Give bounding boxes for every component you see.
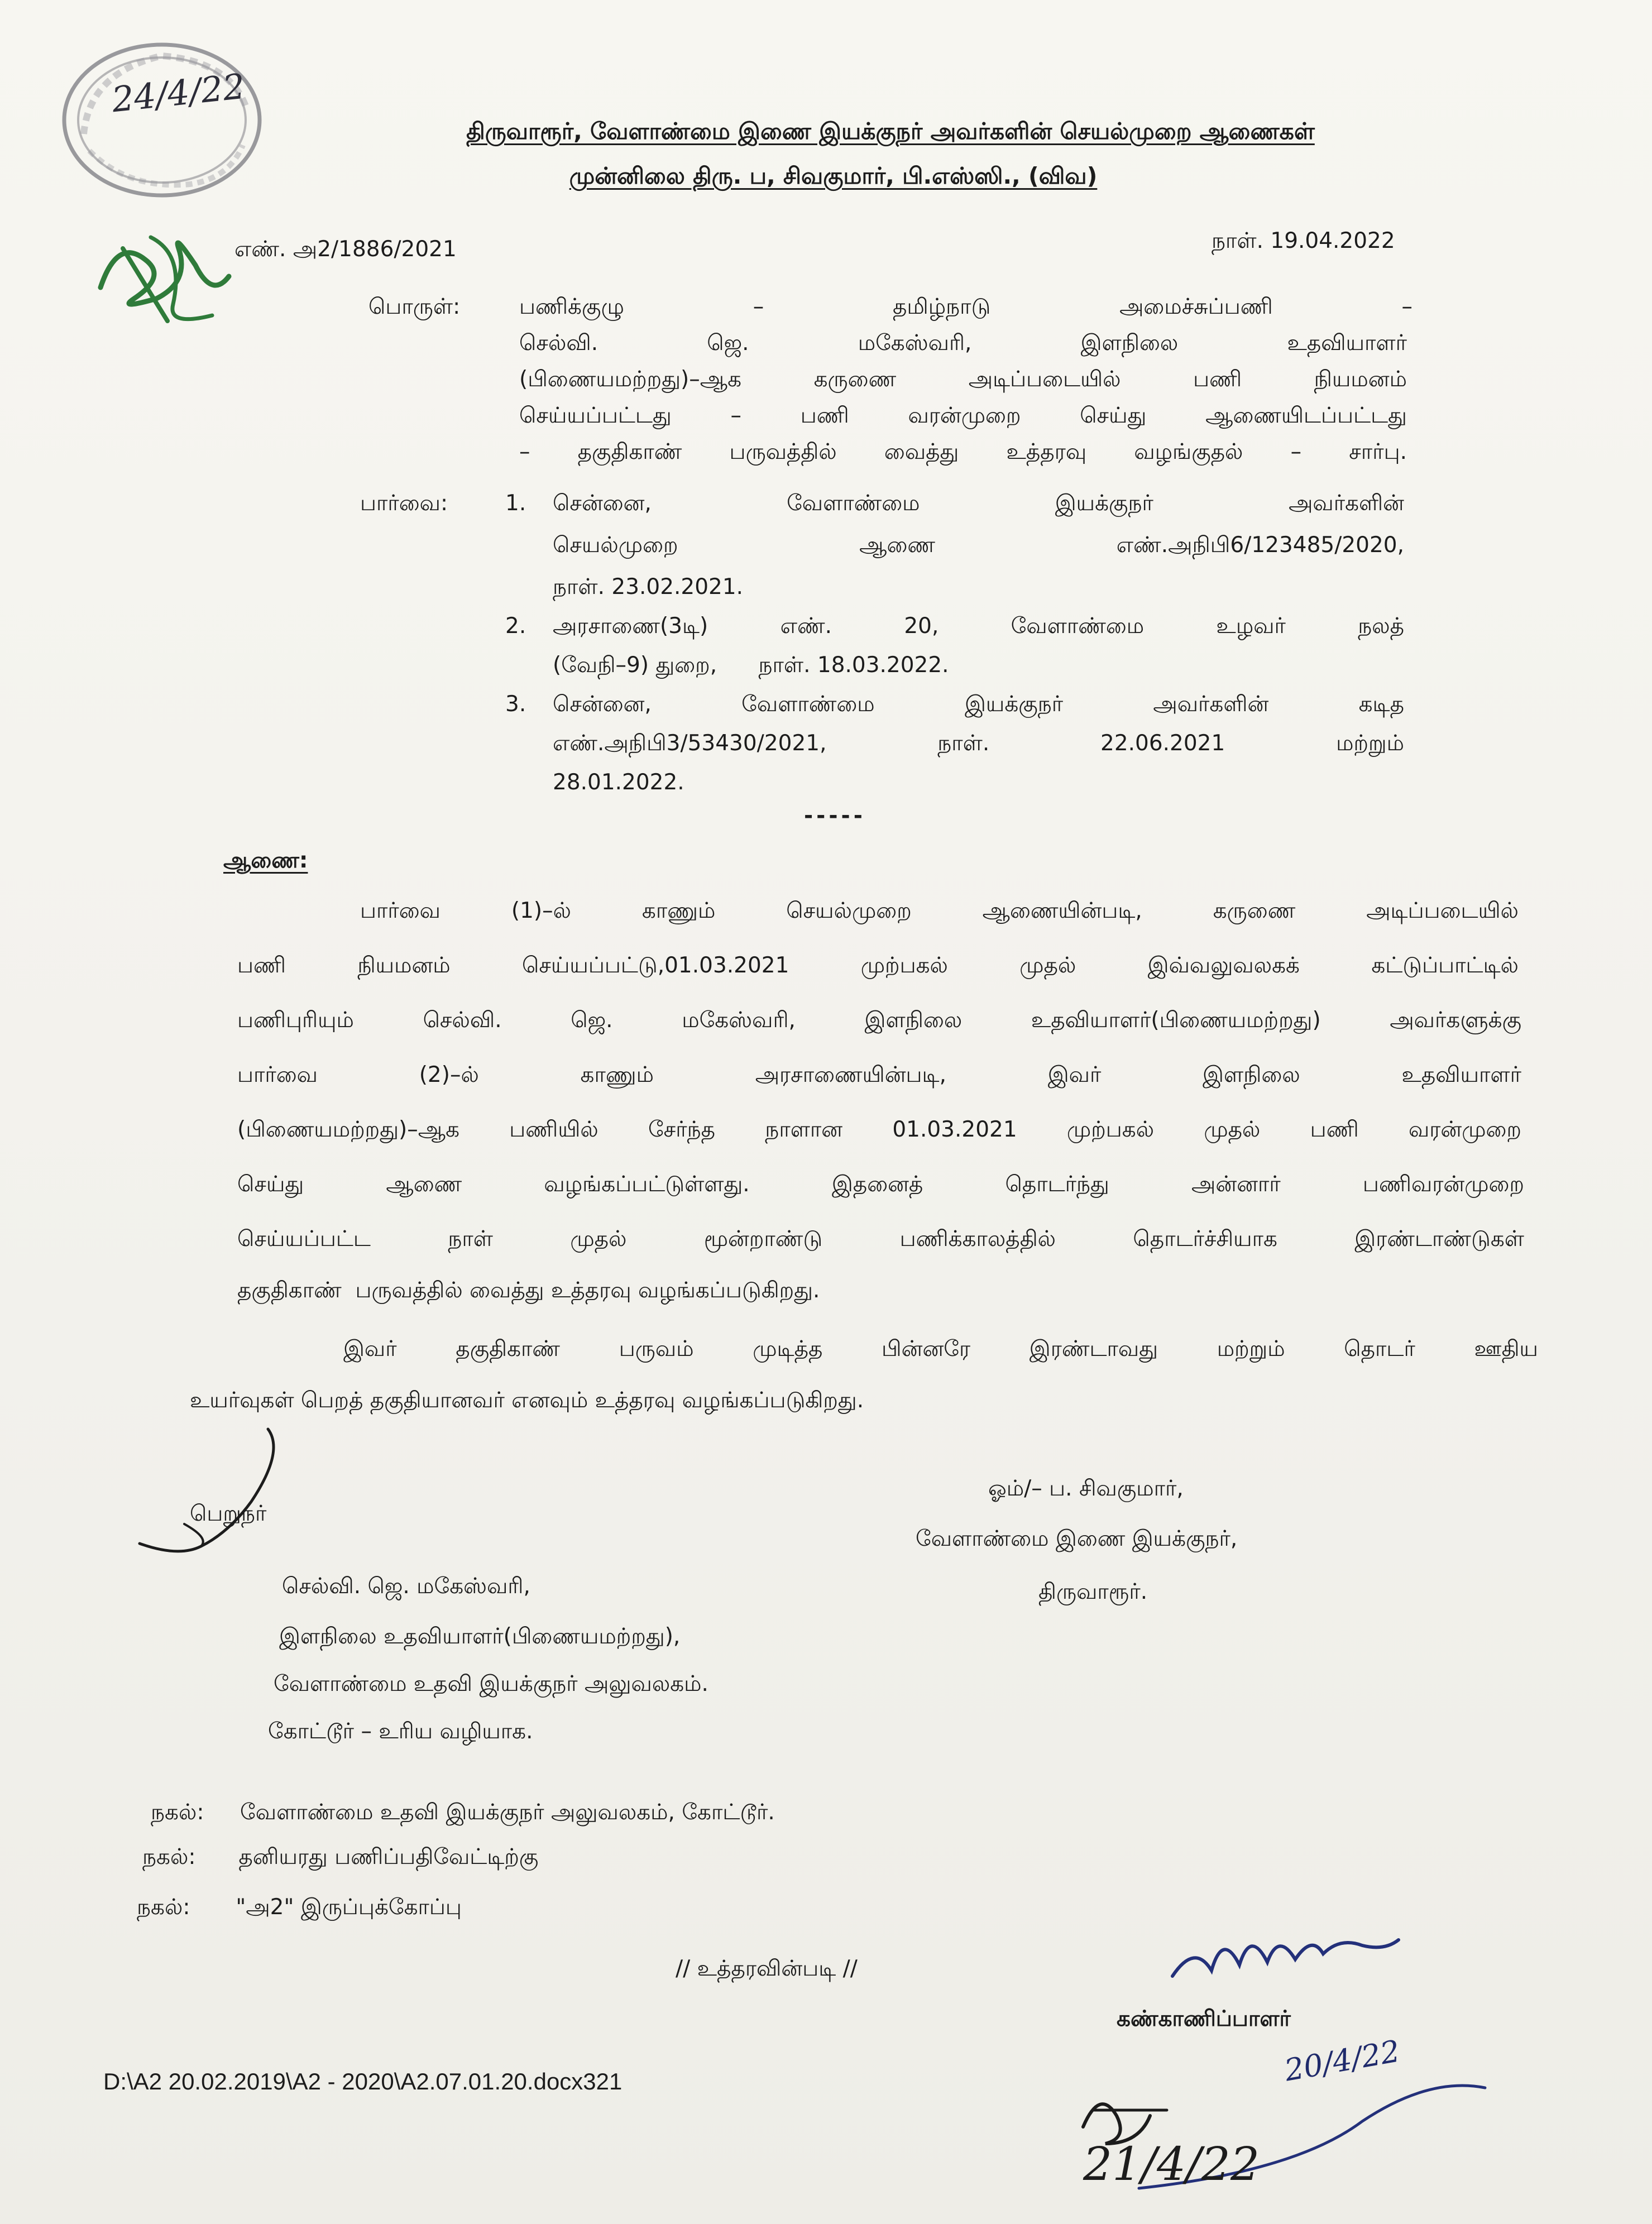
copy-recipient: "அ2" இருப்புக்கோப்பு bbox=[229, 1895, 462, 1920]
green-initials-signature bbox=[84, 215, 251, 338]
supervisor-sign-date: 21/4/22 bbox=[1083, 2138, 1260, 2191]
references-label: பார்வை: bbox=[360, 491, 448, 516]
supervisor-scribble bbox=[1161, 1920, 1407, 1998]
supervisor-title: கண்காணிப்பாளர் bbox=[1117, 2006, 1291, 2031]
reference-date: நாள். 19.04.2022 bbox=[1212, 228, 1395, 253]
order-paragraph-line: தகுதிகாண் பருவத்தில் வைத்து உத்தரவு வழங்கப்படுகிறது. bbox=[237, 1278, 820, 1303]
recipient-line: கோட்டூர் – உரிய வழியாக. bbox=[268, 1719, 533, 1744]
order-paragraph-line: பார்வை (2)–ல் காணும் அரசாணையின்படி, இவர் இளநிலை உதவியாளர் bbox=[237, 1062, 1521, 1087]
order-heading: ஆணை: bbox=[223, 848, 308, 873]
order-paragraph-line: (பிணையமற்றது)–ஆக பணியில் சேர்ந்த நாளான 01.03.2021 முற்பகல் முதல் பணி வரன்முறை bbox=[237, 1117, 1521, 1142]
reference-item-line: (வேநி–9) துறை, நாள். 18.03.2022. bbox=[553, 653, 949, 678]
signatory-designation: வேளாண்மை இணை இயக்குநர், bbox=[916, 1526, 1238, 1551]
reference-item-line: செயல்முறை ஆணை எண்.அநிபி6/123485/2020, bbox=[553, 533, 1404, 558]
reference-item-line: சென்னை, வேளாண்மை இயக்குநர் அவர்களின் கடித bbox=[553, 692, 1404, 717]
stamp-date: 24/4/22 bbox=[109, 65, 247, 121]
reference-item-number: 1. bbox=[505, 491, 526, 516]
subject-label: பொருள்: bbox=[368, 294, 461, 319]
header-title: திருவாரூர், வேளாண்மை இணை இயக்குநர் அவர்களின் செயல்முறை ஆணைகள் bbox=[466, 118, 1315, 145]
reference-item-number: 3. bbox=[505, 692, 526, 717]
supervisor-initial-date: 20/4/22 bbox=[1282, 2033, 1403, 2088]
by-order-line: // உத்தரவின்படி // bbox=[676, 1956, 858, 1981]
reference-item-line: சென்னை, வேளாண்மை இயக்குநர் அவர்களின் bbox=[553, 491, 1404, 516]
copy-label: நகல்: bbox=[142, 1844, 196, 1870]
signatory-place: திருவாரூர். bbox=[1038, 1579, 1148, 1604]
recipient-line: இளநிலை உதவியாளர்(பிணையமற்றது), bbox=[279, 1624, 681, 1649]
copy-label: நகல்: bbox=[151, 1800, 204, 1825]
file-path: D:\A2 20.02.2019\A2 - 2020\A2.07.01.20.docx321 bbox=[103, 2068, 623, 2094]
office-seal-stamp bbox=[45, 22, 279, 212]
recipient-bracket-mark bbox=[117, 1418, 285, 1569]
subject-line: (பிணையமற்றது)–ஆக கருணை அடிப்படையில் பணி நியமனம் bbox=[519, 367, 1407, 392]
reference-item-line: 28.01.2022. bbox=[553, 770, 684, 795]
reference-item-line: எண்.அநிபி3/53430/2021, நாள். 22.06.2021 மற்றும் bbox=[553, 731, 1404, 756]
reference-item-line: அரசாணை(3டி) எண். 20, வேளாண்மை உழவர் நலத் bbox=[553, 613, 1404, 639]
recipient-label: பெறுநர் bbox=[190, 1501, 267, 1526]
copy-recipient: தனியரது பணிப்பதிவேட்டிற்கு bbox=[232, 1844, 539, 1870]
copy-recipient: வேளாண்மை உதவி இயக்குநர் அலுவலகம், கோட்டூர். bbox=[240, 1800, 775, 1825]
order-paragraph-line: இவர் தகுதிகாண் பருவம் முடித்த பின்னரே இரண்டாவது மற்றும் தொடர் ஊதிய bbox=[343, 1336, 1538, 1362]
recipient-line: செல்வி. ஜெ. மகேஸ்வரி, bbox=[282, 1574, 530, 1599]
header-presiding: முன்னிலை திரு. ப, சிவகுமார், பி.எஸ்ஸி., (விவ) bbox=[569, 162, 1098, 189]
recipient-line: வேளாண்மை உதவி இயக்குநர் அலுவலகம். bbox=[274, 1671, 708, 1696]
subject-line: செய்யப்பட்டது – பணி வரன்முறை செய்து ஆணையிடப்பட்டது bbox=[519, 403, 1407, 428]
reference-number: எண். அ2/1886/2021 bbox=[234, 237, 457, 262]
reference-item-line: நாள். 23.02.2021. bbox=[553, 574, 744, 600]
order-paragraph-line: பணி நியமனம் செய்யப்பட்டு,01.03.2021 முற்பகல் முதல் இவ்வலுவலகக் கட்டுப்பாட்டில் bbox=[237, 953, 1519, 978]
section-divider: ----- bbox=[804, 803, 866, 828]
order-paragraph-line: பார்வை (1)–ல் காணும் செயல்முறை ஆணையின்படி, கருணை அடிப்படையில் bbox=[360, 898, 1519, 923]
signatory-name: ஓம்/– ப. சிவகுமார், bbox=[988, 1476, 1184, 1501]
order-paragraph-line: செய்யப்பட்ட நாள் முதல் மூன்றாண்டு பணிக்காலத்தில் தொடர்ச்சியாக இரண்டாண்டுகள் bbox=[237, 1226, 1524, 1252]
subject-line: செல்வி. ஜெ. மகேஸ்வரி, இளநிலை உதவியாளர் bbox=[519, 330, 1407, 356]
reference-item-number: 2. bbox=[505, 613, 526, 639]
subject-line: – தகுதிகாண் பருவத்தில் வைத்து உத்தரவு வழங்குதல் – சார்பு. bbox=[519, 439, 1407, 464]
order-paragraph-line: பணிபுரியும் செல்வி. ஜெ. மகேஸ்வரி, இளநிலை உதவியாளர்(பிணையமற்றது) அவர்களுக்கு bbox=[237, 1008, 1521, 1033]
order-paragraph-line: உயர்வுகள் பெறத் தகுதியானவர் எனவும் உத்தரவு வழங்கப்படுகிறது. bbox=[190, 1388, 864, 1413]
copy-label: நகல்: bbox=[137, 1895, 190, 1920]
order-paragraph-line: செய்து ஆணை வழங்கப்பட்டுள்ளது. இதனைத் தொடர்ந்து அன்னார் பணிவரன்முறை bbox=[237, 1172, 1524, 1197]
subject-line: பணிக்குழு – தமிழ்நாடு அமைச்சுப்பணி – bbox=[519, 294, 1412, 319]
